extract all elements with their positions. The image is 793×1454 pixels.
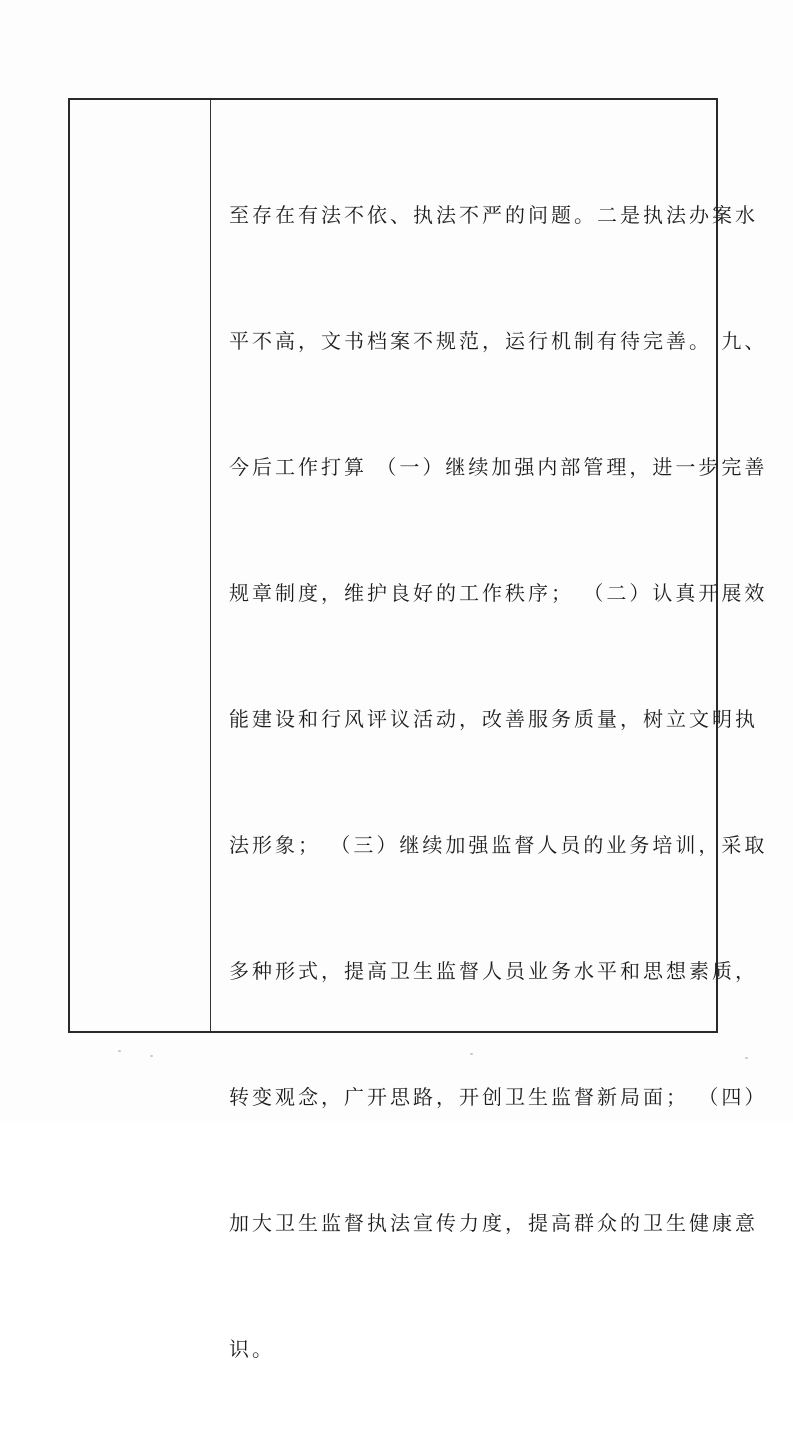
body-line: 能建设和行风评议活动，改善服务质量，树立文明执 bbox=[229, 707, 758, 731]
body-line: 加大卫生监督执法宣传力度，提高群众的卫生健康意 bbox=[229, 1211, 758, 1235]
body-line: 至存在有法不依、执法不严的问题。二是执法办案水 bbox=[229, 203, 758, 227]
body-line: 平不高，文书档案不规范，运行机制有待完善。 九、 bbox=[229, 329, 768, 353]
form-table bbox=[68, 98, 768, 1361]
content-cell bbox=[211, 100, 768, 1361]
body-line: 多种形式，提高卫生监督人员业务水平和思想素质， bbox=[229, 959, 758, 983]
body-line: 转变观念，广开思路，开创卫生监督新局面； （四） bbox=[229, 1085, 768, 1109]
label-cell bbox=[70, 100, 211, 1031]
body-line: 今后工作打算 （一）继续加强内部管理，进一步完善 bbox=[229, 455, 768, 479]
scan-speck bbox=[150, 1055, 153, 1057]
scan-speck bbox=[118, 1050, 121, 1052]
body-line: 法形象； （三）继续加强监督人员的业务培训，采取 bbox=[229, 833, 768, 857]
body-line: 规章制度，维护良好的工作秩序； （二）认真开展效 bbox=[229, 581, 768, 605]
body-paragraph bbox=[229, 110, 768, 1454]
scan-speck bbox=[745, 1057, 748, 1059]
body-line: 识。 bbox=[229, 1337, 275, 1361]
scan-speck bbox=[470, 1053, 473, 1055]
